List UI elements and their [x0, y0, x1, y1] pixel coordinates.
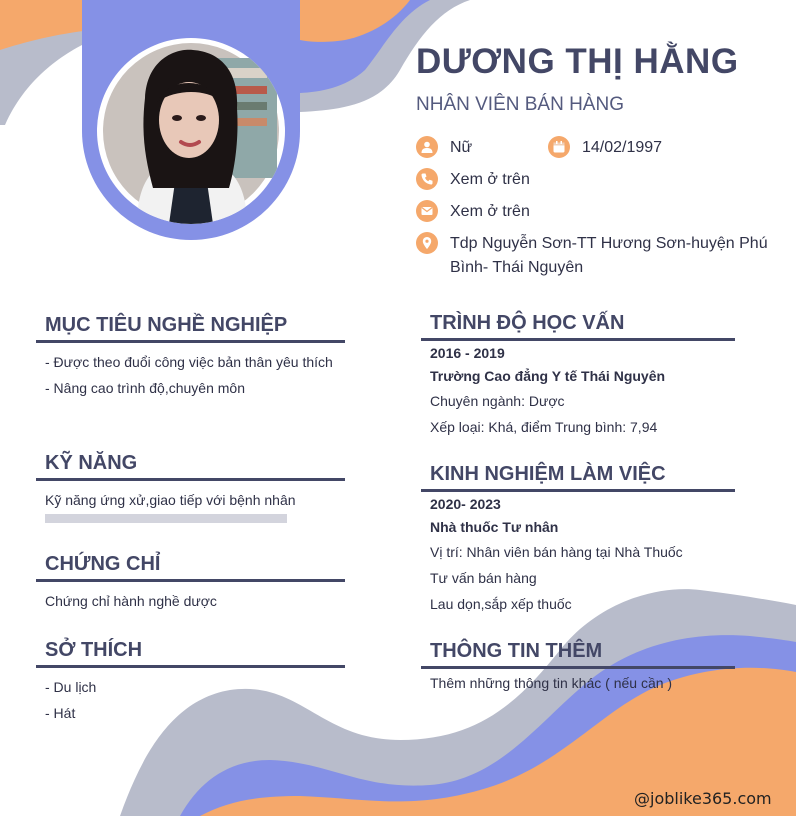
education-major: Chuyên ngành: Dược	[430, 393, 565, 409]
location-pin-icon	[416, 232, 438, 254]
education-school: Trường Cao đẳng Y tế Thái Nguyên	[430, 368, 666, 384]
experience-duty: Tư vấn bán hàng	[430, 570, 537, 586]
phone-icon	[416, 168, 438, 190]
mail-icon	[416, 200, 438, 222]
skills-divider	[36, 478, 345, 481]
info-birthdate	[548, 136, 662, 160]
user-icon	[416, 136, 438, 158]
info-phone	[416, 168, 530, 192]
extra-info-item: Thêm những thông tin khác ( nếu cần )	[430, 675, 673, 691]
candidate-role: NHÂN VIÊN BÁN HÀNG	[416, 94, 624, 115]
profile-photo	[97, 38, 285, 224]
experience-duty: Lau dọn,sắp xếp thuốc	[430, 596, 572, 612]
certificates-divider	[36, 579, 345, 582]
objective-item: - Được theo đuổi công việc bản thân yêu thích	[45, 354, 333, 370]
phone-text: Xem ở trên	[450, 171, 530, 188]
experience-divider	[421, 489, 735, 492]
education-divider	[421, 338, 735, 341]
hobby-item: - Hát	[45, 705, 76, 721]
certificate-item: Chứng chỉ hành nghề dược	[45, 593, 217, 609]
info-email	[416, 200, 530, 224]
calendar-icon	[548, 136, 570, 158]
hobby-item: - Du lịch	[45, 679, 97, 695]
email-text: Xem ở trên	[450, 203, 530, 220]
objective-item: - Nâng cao trình độ,chuyên môn	[45, 380, 246, 396]
info-gender	[416, 136, 472, 160]
candidate-name: DƯƠNG THỊ HẰNG	[416, 42, 739, 81]
gender-text: Nữ	[450, 139, 473, 156]
education-title: TRÌNH ĐỘ HỌC VẤN	[430, 312, 625, 334]
watermark-text: @joblike365.com	[634, 789, 772, 808]
experience-company: Nhà thuốc Tư nhân	[430, 519, 559, 535]
address-line-1: Tdp Nguyễn Sơn-TT Hương Sơn-huyện Phú	[450, 235, 768, 252]
info-address	[416, 232, 776, 280]
certificates-title: CHỨNG CHỈ	[45, 553, 161, 575]
hobbies-title: SỞ THÍCH	[45, 639, 143, 661]
extra-info-title: THÔNG TIN THÊM	[430, 640, 603, 662]
objective-divider	[36, 340, 345, 343]
birthdate-text: 14/02/1997	[582, 139, 663, 156]
objective-title: MỤC TIÊU NGHỀ NGHIỆP	[45, 314, 288, 336]
education-period: 2016 - 2019	[430, 345, 505, 361]
experience-period: 2020- 2023	[430, 496, 501, 512]
skill-level-fill	[45, 514, 287, 523]
skill-item: Kỹ năng ứng xử,giao tiếp với bệnh nhân	[45, 492, 296, 508]
education-grade: Xếp loại: Khá, điểm Trung bình: 7,94	[430, 419, 658, 435]
address-line-2: Bình- Thái Nguyên	[450, 259, 584, 276]
extra-info-divider	[421, 666, 735, 669]
skills-title: KỸ NĂNG	[45, 452, 138, 474]
address-text	[450, 232, 768, 280]
experience-title: KINH NGHIỆM LÀM VIỆC	[430, 463, 666, 485]
skill-level-bar	[45, 514, 287, 523]
experience-position: Vị trí: Nhân viên bán hàng tại Nhà Thuốc	[430, 544, 683, 560]
hobbies-divider	[36, 665, 345, 668]
